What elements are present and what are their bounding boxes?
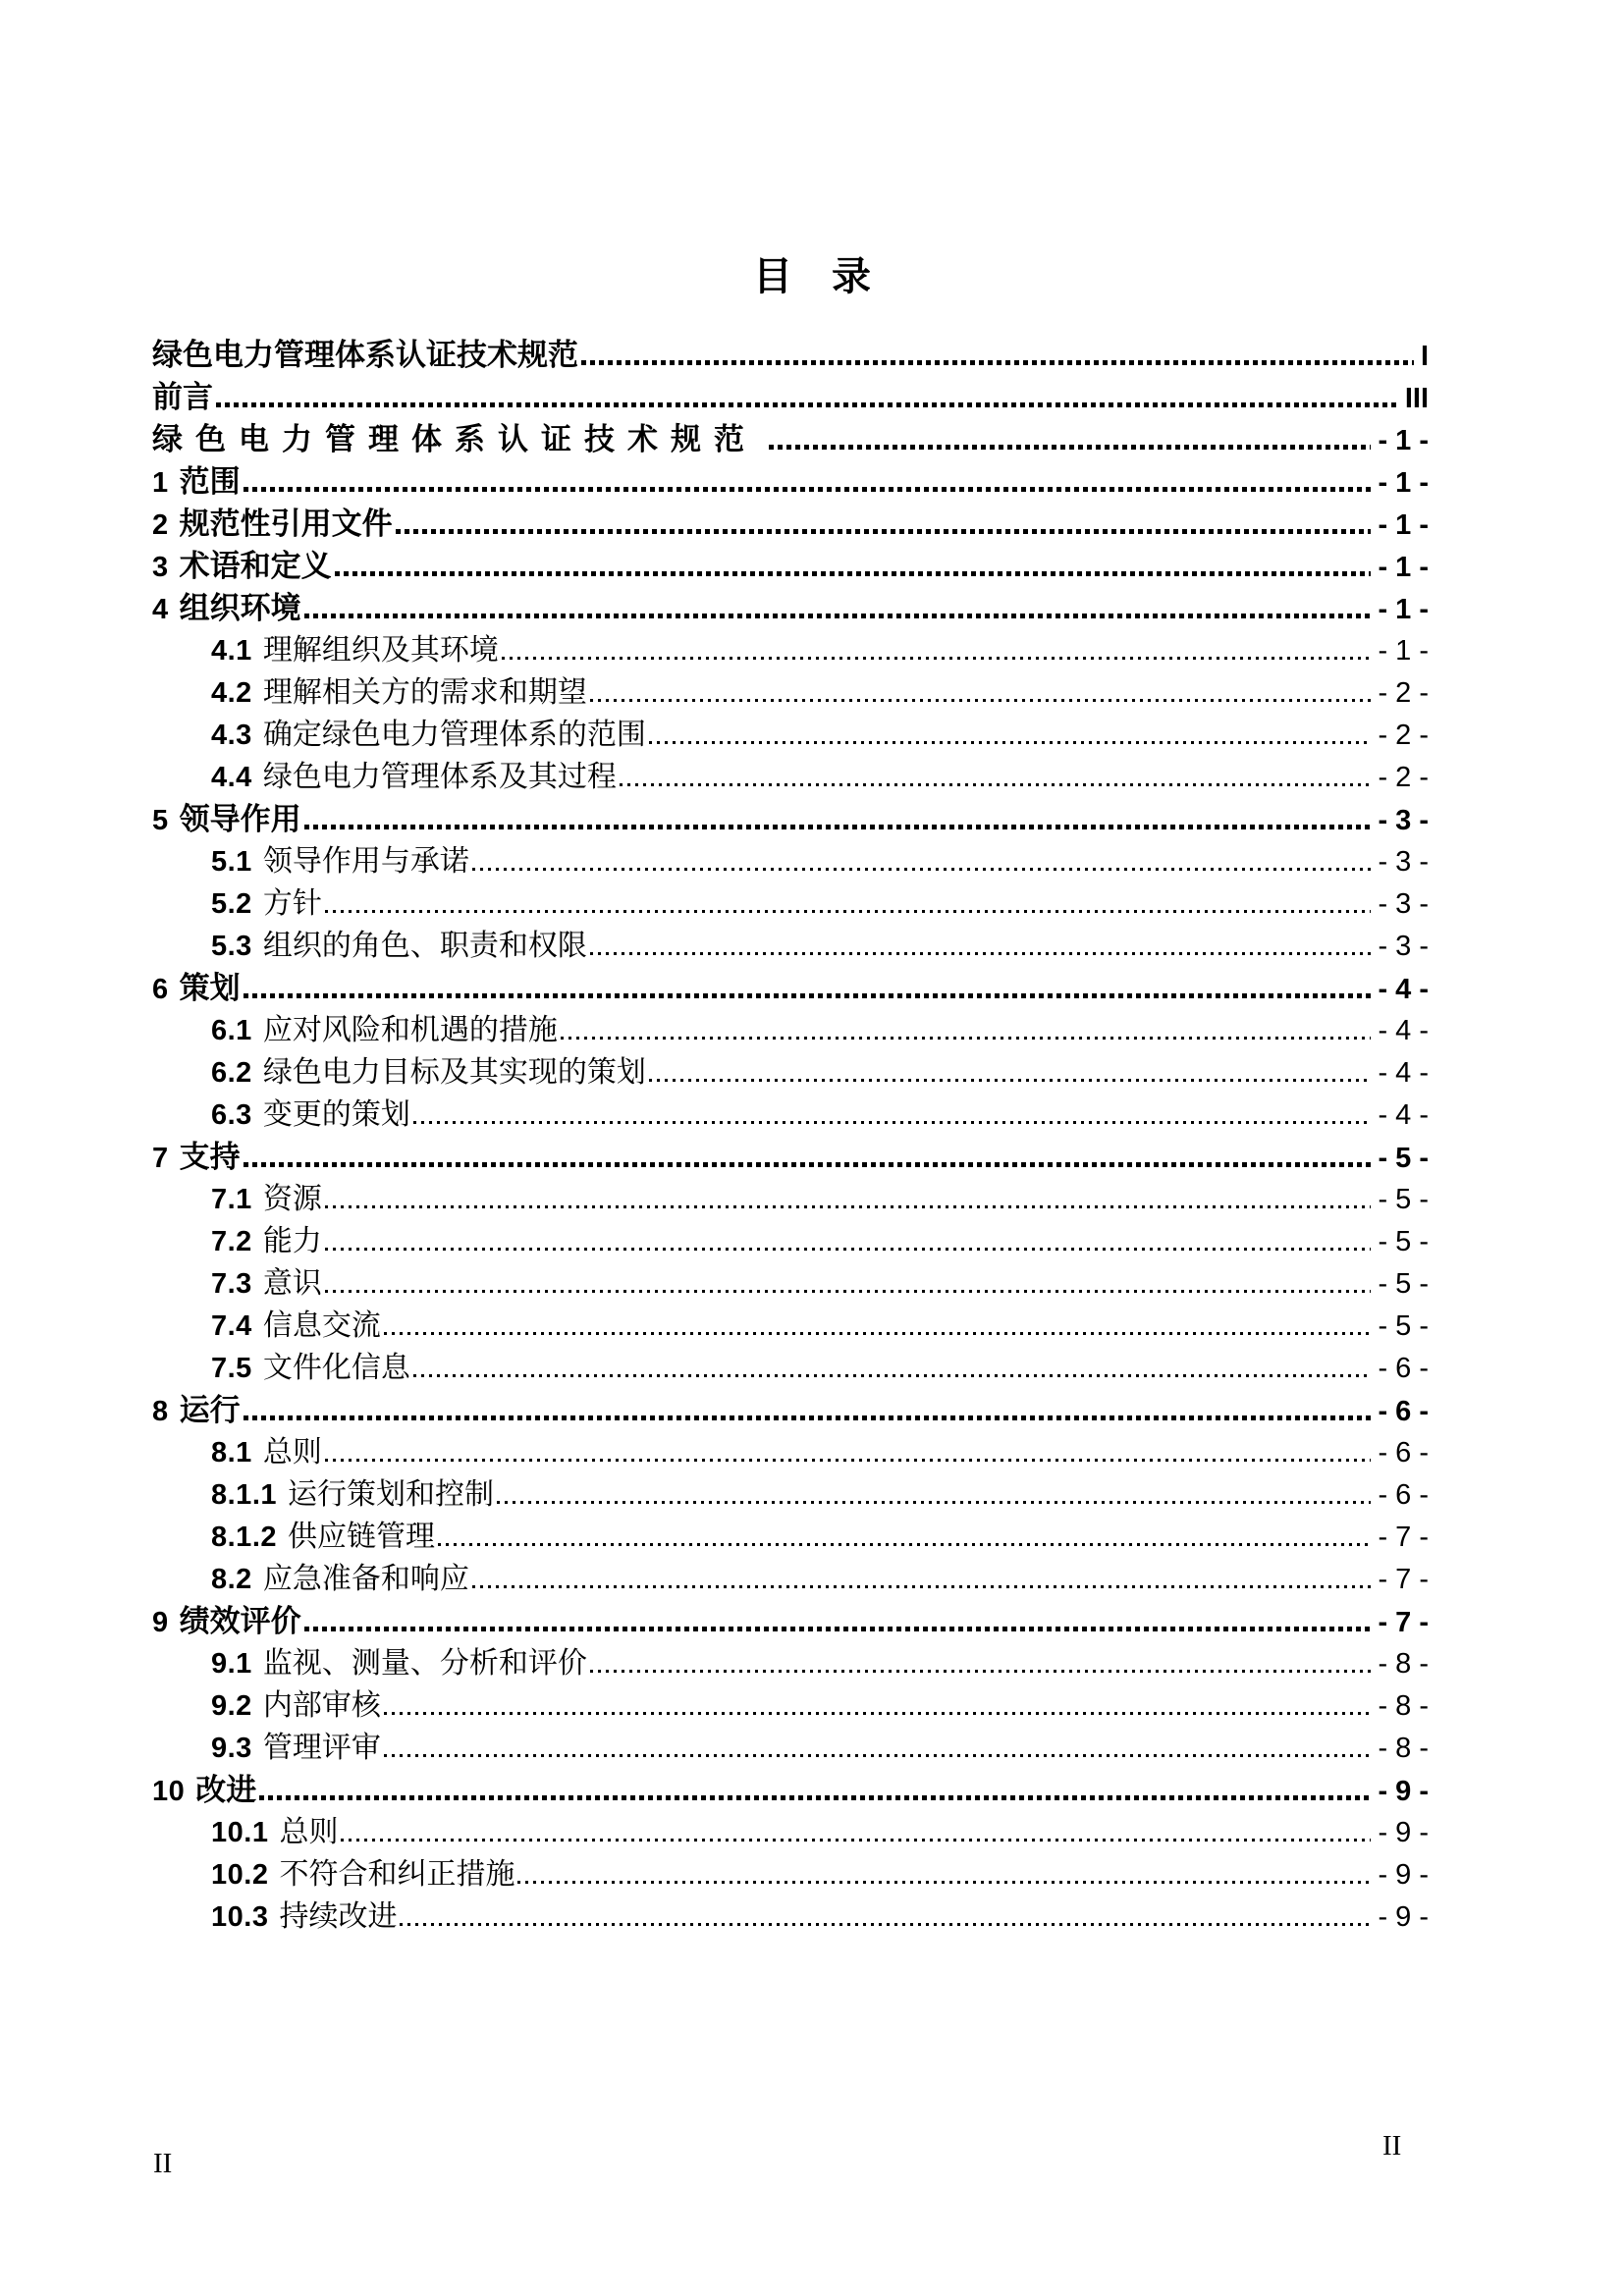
toc-entry [0, 1051, 1624, 1094]
dot-leader [769, 445, 1371, 450]
dot-leader [620, 783, 1372, 786]
toc-entry-page: - 4 - [1378, 1099, 1429, 1131]
dot-leader [341, 1839, 1371, 1842]
toc-entry [0, 1305, 1624, 1347]
toc-entry-label: 供应链管理 [288, 1521, 435, 1553]
toc-entry-label: 能力 [262, 1225, 322, 1257]
dot-leader [649, 741, 1372, 744]
toc-entry-number: 10 [152, 1776, 186, 1807]
dot-leader [472, 1585, 1372, 1588]
toc-entry-number: 9.2 [211, 1690, 252, 1722]
toc-entry [0, 1136, 1624, 1178]
toc-entry [0, 1853, 1624, 1896]
toc-entry-page: III [1404, 383, 1429, 414]
toc-entry-label: 确定绿色电力管理体系的范围 [262, 719, 646, 751]
toc-entry-page: - 1 - [1378, 552, 1429, 583]
toc-entry-label: 领导作用 [179, 802, 301, 836]
toc-entry [0, 1811, 1624, 1853]
toc-entry-number: 4 [152, 594, 169, 625]
toc-list [0, 334, 1624, 1938]
toc-entry-page: - 3 - [1378, 931, 1429, 962]
dot-leader [304, 1627, 1372, 1631]
dot-leader [396, 529, 1372, 534]
dot-leader [325, 1248, 1372, 1251]
toc-entry-label: 应对风险和机遇的措施 [262, 1014, 558, 1046]
toc-entry [0, 1178, 1624, 1220]
toc-entry [0, 671, 1624, 714]
dot-leader [413, 1121, 1372, 1124]
toc-entry-number: 1 [152, 467, 169, 499]
toc-entry-number: 7.3 [211, 1268, 252, 1300]
page-title: 目 录 [753, 254, 871, 298]
toc-entry [0, 545, 1624, 587]
dot-leader [438, 1543, 1371, 1546]
toc-entry-label: 理解相关方的需求和期望 [262, 676, 587, 709]
toc-entry-label: 方针 [262, 887, 322, 920]
toc-entry-page: - 1 - [1378, 594, 1429, 625]
toc-entry-number: 8.2 [211, 1564, 252, 1595]
toc-entry-page: - 9 - [1378, 1859, 1429, 1891]
toc-entry-number: 2 [152, 509, 169, 541]
toc-entry [0, 967, 1624, 1009]
toc-entry-page: - 4 - [1378, 974, 1429, 1005]
toc-entry-page: I [1420, 341, 1429, 372]
toc-entry-page: - 1 - [1378, 635, 1429, 667]
toc-entry-label: 绿色电力管理体系及其过程 [262, 761, 617, 793]
toc-entry-label: 总则 [262, 1436, 322, 1468]
dot-leader [581, 360, 1414, 365]
toc-entry-number: 6.3 [211, 1099, 252, 1131]
toc-entry [0, 629, 1624, 671]
toc-entry-number: 9 [152, 1607, 169, 1638]
toc-entry-page: - 9 - [1378, 1901, 1429, 1933]
toc-entry [0, 1389, 1624, 1431]
toc-entry-page: - 4 - [1378, 1015, 1429, 1046]
toc-entry-label: 内部审核 [262, 1689, 381, 1722]
toc-entry-label: 改进 [195, 1773, 257, 1807]
toc-entry-page: - 2 - [1378, 677, 1429, 709]
dot-leader [590, 952, 1372, 955]
toc-entry-label: 绿色电力管理体系认证技术规范 [152, 422, 757, 456]
dot-leader [325, 1459, 1372, 1462]
toc-entry [0, 1262, 1624, 1305]
toc-entry-number: 9.3 [211, 1733, 252, 1764]
toc-entry-page: - 9 - [1378, 1817, 1429, 1848]
dot-leader [259, 1795, 1371, 1800]
dot-leader [304, 614, 1372, 618]
dot-leader [384, 1754, 1372, 1757]
toc-entry-label: 文件化信息 [262, 1352, 410, 1384]
toc-entry-label: 组织的角色、职责和权限 [262, 930, 587, 962]
toc-entry [0, 1642, 1624, 1684]
toc-entry-page: - 1 - [1378, 425, 1429, 456]
dot-leader [216, 402, 1398, 407]
dot-leader [561, 1037, 1372, 1040]
toc-entry [0, 1600, 1624, 1642]
toc-entry-label: 资源 [262, 1183, 322, 1215]
toc-entry-number: 7 [152, 1143, 169, 1174]
toc-entry-number: 7.1 [211, 1184, 252, 1215]
toc-entry-label: 前言 [152, 380, 213, 414]
dot-leader [649, 1079, 1372, 1082]
dot-leader [517, 1881, 1371, 1884]
toc-entry [0, 503, 1624, 545]
toc-entry-page: - 3 - [1378, 846, 1429, 878]
toc-entry-page: - 6 - [1378, 1437, 1429, 1468]
toc-entry-number: 7.4 [211, 1310, 252, 1342]
toc-entry-number: 10.1 [211, 1817, 269, 1848]
toc-entry-label: 策划 [179, 971, 241, 1005]
toc-entry-number: 7.5 [211, 1353, 252, 1384]
toc-entry-label: 持续改进 [279, 1900, 398, 1933]
dot-leader [472, 868, 1372, 871]
toc-entry [0, 925, 1624, 967]
toc-entry-page: - 8 - [1378, 1690, 1429, 1722]
toc-entry-page: - 8 - [1378, 1648, 1429, 1680]
dot-leader [244, 1415, 1372, 1420]
toc-entry [0, 334, 1624, 376]
toc-entry-label: 运行策划和控制 [288, 1478, 494, 1511]
toc-entry-label: 支持 [179, 1140, 241, 1174]
toc-entry-page: - 5 - [1378, 1226, 1429, 1257]
dot-leader [244, 487, 1372, 492]
toc-entry [0, 1516, 1624, 1558]
toc-entry [0, 1347, 1624, 1389]
dot-leader [384, 1712, 1372, 1715]
toc-entry-page: - 9 - [1378, 1776, 1429, 1807]
toc-entry-number: 5.1 [211, 846, 252, 878]
toc-entry-number: 4.4 [211, 762, 252, 793]
toc-entry-number: 10.3 [211, 1901, 269, 1933]
toc-entry-label: 组织环境 [179, 591, 301, 625]
toc-entry-page: - 1 - [1378, 509, 1429, 541]
toc-entry-number: 5 [152, 805, 169, 836]
toc-entry [0, 1896, 1624, 1938]
toc-entry-label: 总则 [279, 1816, 339, 1848]
dot-leader [325, 910, 1372, 913]
toc-entry-label: 应急准备和响应 [262, 1563, 469, 1595]
toc-entry-label: 运行 [179, 1393, 241, 1427]
toc-entry [0, 1473, 1624, 1516]
toc-entry-page: - 5 - [1378, 1184, 1429, 1215]
toc-entry-label: 变更的策划 [262, 1098, 410, 1131]
dot-leader [244, 1162, 1372, 1167]
dot-leader [244, 993, 1372, 998]
toc-entry-number: 6.1 [211, 1015, 252, 1046]
dot-leader [590, 1670, 1372, 1673]
toc-entry-page: - 5 - [1378, 1310, 1429, 1342]
toc-entry-page: - 4 - [1378, 1057, 1429, 1089]
toc-entry-number: 8.1 [211, 1437, 252, 1468]
toc-entry-label: 绿色电力目标及其实现的策划 [262, 1056, 646, 1089]
toc-entry [0, 714, 1624, 756]
toc-entry-number: 4.2 [211, 677, 252, 709]
toc-entry-page: - 1 - [1378, 467, 1429, 499]
dot-leader [497, 1501, 1371, 1504]
toc-entry-page: - 5 - [1378, 1143, 1429, 1174]
toc-entry-number: 8.1.2 [211, 1522, 277, 1553]
toc-entry [0, 1727, 1624, 1769]
toc-entry-number: 4.3 [211, 720, 252, 751]
dot-leader [304, 825, 1372, 829]
toc-entry [0, 587, 1624, 629]
toc-entry [0, 756, 1624, 798]
dot-leader [325, 1205, 1372, 1208]
toc-entry-label: 监视、测量、分析和评价 [262, 1647, 587, 1680]
toc-entry-label: 绩效评价 [179, 1604, 301, 1638]
toc-entry-number: 3 [152, 552, 169, 583]
toc-entry-page: - 2 - [1378, 762, 1429, 793]
dot-leader [335, 571, 1372, 576]
toc-entry-label: 理解组织及其环境 [262, 634, 499, 667]
toc-entry-number: 8.1.1 [211, 1479, 277, 1511]
toc-entry-page: - 5 - [1378, 1268, 1429, 1300]
toc-entry-label: 不符合和纠正措施 [279, 1858, 515, 1891]
toc-entry-page: - 8 - [1378, 1733, 1429, 1764]
toc-entry [0, 798, 1624, 840]
toc-entry-page: - 2 - [1378, 720, 1429, 751]
toc-entry [0, 840, 1624, 882]
toc-entry-number: 8 [152, 1396, 169, 1427]
toc-entry-number: 7.2 [211, 1226, 252, 1257]
toc-entry-number: 6 [152, 974, 169, 1005]
toc-entry [0, 1009, 1624, 1051]
toc-entry-label: 规范性引用文件 [179, 507, 393, 541]
toc-entry [0, 882, 1624, 925]
toc-entry [0, 376, 1624, 418]
toc-entry-label: 绿色电力管理体系认证技术规范 [152, 338, 578, 372]
toc-entry [0, 1431, 1624, 1473]
dot-leader [590, 699, 1372, 702]
dot-leader [400, 1923, 1371, 1926]
dot-leader [325, 1290, 1372, 1293]
toc-entry-page: - 3 - [1378, 805, 1429, 836]
page-number-footer-right: II [1382, 2130, 1402, 2162]
toc-entry-label: 术语和定义 [179, 549, 332, 583]
toc-entry-number: 5.3 [211, 931, 252, 962]
dot-leader [502, 657, 1372, 660]
toc-entry-label: 信息交流 [262, 1309, 381, 1342]
toc-entry-label: 管理评审 [262, 1732, 381, 1764]
page-number-footer-left: II [153, 2148, 173, 2179]
toc-entry-number: 9.1 [211, 1648, 252, 1680]
toc-entry [0, 1558, 1624, 1600]
toc-entry [0, 1094, 1624, 1136]
toc-entry-page: - 7 - [1378, 1607, 1429, 1638]
toc-entry [0, 1684, 1624, 1727]
toc-entry-label: 领导作用与承诺 [262, 845, 469, 878]
toc-entry-label: 意识 [262, 1267, 322, 1300]
toc-entry [0, 1769, 1624, 1811]
toc-entry-number: 10.2 [211, 1859, 269, 1891]
toc-entry-page: - 6 - [1378, 1396, 1429, 1427]
toc-entry-page: - 7 - [1378, 1564, 1429, 1595]
dot-leader [384, 1332, 1372, 1335]
toc-entry-page: - 6 - [1378, 1353, 1429, 1384]
dot-leader [413, 1374, 1372, 1377]
toc-entry-page: - 6 - [1378, 1479, 1429, 1511]
toc-entry-label: 范围 [179, 464, 241, 499]
toc-entry [0, 1220, 1624, 1262]
toc-entry-number: 4.1 [211, 635, 252, 667]
toc-entry [0, 460, 1624, 503]
toc-entry-number: 5.2 [211, 888, 252, 920]
toc-entry [0, 418, 1624, 460]
toc-entry-page: - 7 - [1378, 1522, 1429, 1553]
toc-entry-page: - 3 - [1378, 888, 1429, 920]
toc-entry-number: 6.2 [211, 1057, 252, 1089]
